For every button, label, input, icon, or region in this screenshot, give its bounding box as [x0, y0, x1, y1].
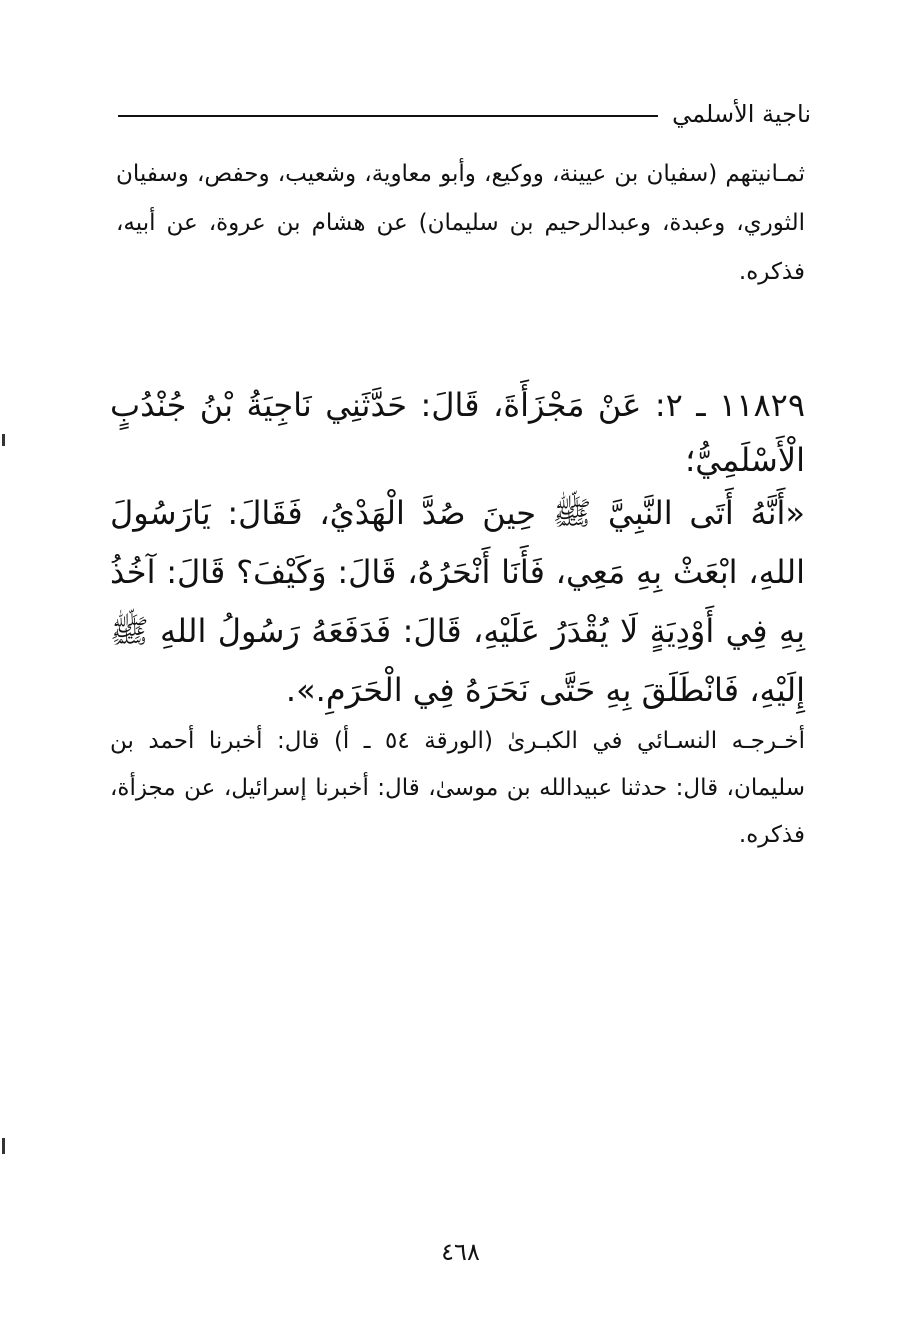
hadith-text: «أَنَّهُ أَتَى النَّبِيَّ ﷺ حِينَ صُدَّ الْهَدْيُ، فَقَالَ: يَارَسُولَ اللهِ، ابْعَثْ بِهِ مَعِي، فَأَنَا أَنْحَرُهُ، قَالَ: وَكَيْفَ؟ قَالَ: آخُذُ بِهِ فِي أَوْدِيَةٍ لَا يُقْدَرُ عَلَيْهِ، قَالَ: فَدَفَعَهُ رَسُولُ اللهِ ﷺ إِلَيْهِ، فَانْطَلَقَ بِهِ حَتَّى نَحَرَهُ فِي الْحَرَمِ.». — [110, 494, 805, 709]
running-header-title: ناجية الأسلمي — [672, 100, 811, 128]
scan-margin-mark — [2, 434, 5, 446]
header-rule — [118, 115, 658, 117]
running-header — [118, 96, 811, 132]
paragraph-takhrij: أخـرجـه النسـائي في الكبـرىٰ (الورقة ٥٤ ـ أ) قال: أخبرنا أحمد بن سليمان، قال: حدثنا عبيدالله بن موسىٰ، قال: أخبرنا إسرائيل، عن مجزأة، فذكره. — [110, 728, 806, 848]
page-number: ٤٦٨ — [441, 1238, 480, 1266]
paragraph-chain-of-narration: ثمـانيتهم (سفيان بن عيينة، ووكيع، وأبو معاوية، وشعيب، وحفص، وسفيان الثوري، وعبدة، وعبدالرحيم بن سليمان) عن هشام بن عروة، عن أبيه، فذكره. — [116, 161, 805, 285]
scan-margin-mark — [2, 1138, 5, 1154]
hadith-heading: ١١٨٢٩ ـ ٢: عَنْ مَجْزَأَةَ، قَالَ: حَدَّثَنِي نَاجِيَةُ بْنُ جُنْدُبٍ الْأَسْلَمِيُّ؛ — [110, 386, 806, 479]
